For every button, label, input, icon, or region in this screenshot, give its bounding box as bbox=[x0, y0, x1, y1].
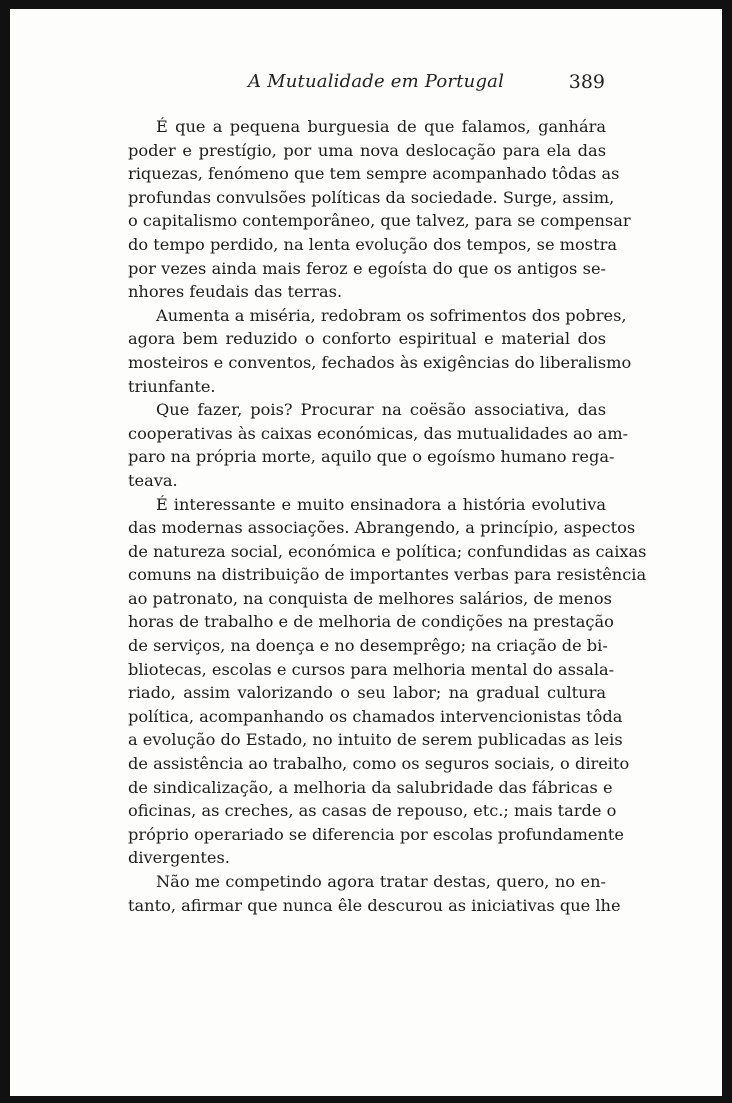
text-line: de assistência ao trabalho, como os seguros sociais, o direito bbox=[128, 754, 630, 774]
running-header bbox=[128, 71, 608, 101]
text-line: mosteiros e conventos, fechados às exigências do liberalismo bbox=[128, 352, 632, 372]
text-line: agora bem reduzido o conforto espiritual e material dos bbox=[128, 329, 606, 349]
text-line: cooperativas às caixas económicas, das mutualidades ao am- bbox=[128, 423, 629, 443]
text-line: política, acompanhando os chamados intervencionistas tôda bbox=[128, 706, 623, 726]
text-line: profundas convulsões políticas da sociedade. Surge, assim, bbox=[128, 187, 615, 207]
text-line: das modernas associações. Abrangendo, a princípio, aspectos bbox=[128, 518, 636, 538]
text-line: paro na própria morte, aquilo que o egoísmo humano rega- bbox=[128, 447, 615, 467]
text-line: É interessante e muito ensinadora a história evolutiva bbox=[156, 494, 606, 514]
text-line: tanto, afirmar que nunca êle descurou as iniciativas que lhe bbox=[128, 895, 621, 915]
text-line: divergentes. bbox=[128, 848, 230, 868]
text-line: poder e prestígio, por uma nova deslocação para ela das bbox=[128, 140, 606, 160]
text-line: horas de trabalho e de melhoria de condições na prestação bbox=[128, 612, 614, 632]
text-line: o capitalismo contemporâneo, que talvez, para se compensar bbox=[128, 211, 631, 231]
text-line: Aumenta a miséria, redobram os sofrimentos dos pobres, bbox=[156, 305, 627, 325]
text-line: É que a pequena burguesia de que falamos, ganhára bbox=[156, 117, 606, 136]
text-line: próprio operariado se diferencia por escolas profundamente bbox=[128, 824, 624, 844]
text-line: de serviços, na doença e no desemprêgo; na criação de bi- bbox=[128, 636, 608, 656]
text-line: de natureza social, económica e política; confundidas as caixas bbox=[128, 541, 647, 561]
body-text bbox=[128, 115, 647, 917]
text-line: riado, assim valorizando o seu labor; na gradual cultura bbox=[128, 683, 606, 703]
text-line: bliotecas, escolas e cursos para melhoria mental do assala- bbox=[128, 659, 615, 679]
text-line: Que fazer, pois? Procurar na coësão associativa, das bbox=[156, 400, 606, 420]
text-line: oficinas, as creches, as casas de repouso, etc.; mais tarde o bbox=[128, 801, 617, 821]
text-line: a evolução do Estado, no intuito de serem publicadas as leis bbox=[128, 730, 623, 750]
text-line: de sindicalização, a melhoria da salubridade das fábricas e bbox=[128, 777, 613, 797]
text-line: comuns na distribuição de importantes verbas para resistência bbox=[128, 565, 647, 585]
text-line: por vezes ainda mais feroz e egoísta do que os antigos se- bbox=[128, 258, 606, 278]
text-line: riquezas, fenómeno que tem sempre acompanhado tôdas as bbox=[128, 164, 620, 184]
text-line: teava. bbox=[128, 470, 178, 490]
running-title: A Mutualidade em Portugal bbox=[248, 71, 505, 92]
text-line: Não me competindo agora tratar destas, quero, no en- bbox=[156, 872, 606, 891]
text-line: do tempo perdido, na lenta evolução dos tempos, se mostra bbox=[128, 234, 617, 254]
text-line: nhores feudais das terras. bbox=[128, 282, 343, 302]
text-line: ao patronato, na conquista de melhores salários, de menos bbox=[128, 588, 612, 608]
page-number: 389 bbox=[568, 71, 605, 93]
text-line: triunfante. bbox=[128, 376, 216, 396]
